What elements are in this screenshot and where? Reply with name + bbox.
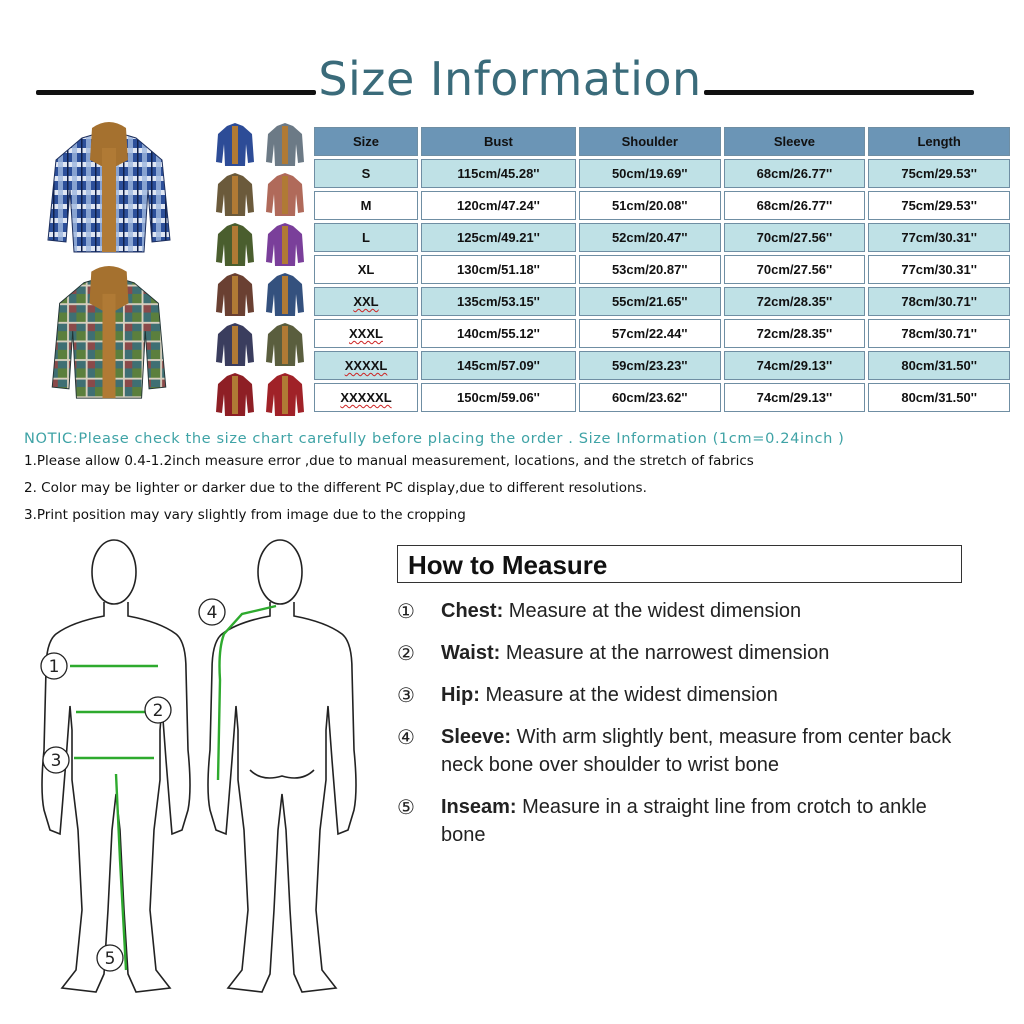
length-cell: 78cm/30.71'' bbox=[868, 319, 1010, 348]
note-1: 1.Please allow 0.4-1.2inch measure error ,due to manual measurement, locations, and the stretch of fabrics bbox=[24, 453, 754, 469]
shoulder-cell: 52cm/20.47'' bbox=[579, 223, 721, 252]
blue-plaid-jacket-image bbox=[44, 120, 174, 255]
bust-cell: 135cm/53.15'' bbox=[421, 287, 576, 316]
length-cell: 75cm/29.53'' bbox=[868, 191, 1010, 220]
size-cell bbox=[314, 319, 418, 348]
measure-item-hip bbox=[397, 681, 997, 711]
size-label: XXL bbox=[353, 294, 379, 309]
sleeve-cell: 72cm/28.35'' bbox=[724, 287, 866, 316]
bust-cell: 120cm/47.24'' bbox=[421, 191, 576, 220]
shoulder-cell: 53cm/20.87'' bbox=[579, 255, 721, 284]
measure-item-chest bbox=[397, 597, 997, 627]
header-size: Size bbox=[314, 127, 418, 156]
shoulder-cell: 59cm/23.23'' bbox=[579, 351, 721, 380]
size-cell bbox=[314, 287, 418, 316]
sleeve-cell: 72cm/28.35'' bbox=[724, 319, 866, 348]
sleeve-cell: 74cm/29.13'' bbox=[724, 351, 866, 380]
size-label: XXXL bbox=[349, 326, 383, 341]
table-row bbox=[314, 319, 1010, 348]
measure-number: ④ bbox=[397, 725, 415, 749]
shoulder-cell: 55cm/21.65'' bbox=[579, 287, 721, 316]
shoulder-cell: 50cm/19.69'' bbox=[579, 159, 721, 188]
table-row bbox=[314, 351, 1010, 380]
measure-desc: Measure in a straight line from crotch to ankle bone bbox=[441, 796, 927, 846]
bust-cell: 125cm/49.21'' bbox=[421, 223, 576, 252]
jacket-color-thumbnails bbox=[212, 118, 308, 418]
marker-label-4: 4 bbox=[206, 603, 218, 623]
size-cell bbox=[314, 351, 418, 380]
measure-key: Waist: bbox=[441, 642, 501, 664]
size-label: XXXXXL bbox=[340, 390, 392, 405]
shoulder-cell: 51cm/20.08'' bbox=[579, 191, 721, 220]
measure-lines bbox=[70, 606, 276, 970]
page-title: Size Information bbox=[318, 52, 702, 106]
note-2: 2. Color may be lighter or darker due to the different PC display,due to different resolutions. bbox=[24, 480, 647, 496]
table-row bbox=[314, 223, 1010, 252]
sleeve-cell: 70cm/27.56'' bbox=[724, 255, 866, 284]
table-row bbox=[314, 383, 1010, 412]
length-cell: 75cm/29.53'' bbox=[868, 159, 1010, 188]
measure-desc: Measure at the widest dimension bbox=[479, 684, 778, 706]
header-sleeve: Sleeve bbox=[724, 127, 866, 156]
measure-number: ① bbox=[397, 599, 415, 623]
note-3: 3.Print position may vary slightly from image due to the cropping bbox=[24, 507, 466, 523]
title-rule-left bbox=[36, 90, 316, 95]
measurement-figures bbox=[0, 530, 380, 1010]
how-to-measure-box bbox=[397, 545, 962, 583]
sleeve-cell: 74cm/29.13'' bbox=[724, 383, 866, 412]
marker-label-3: 3 bbox=[50, 751, 62, 771]
measure-number: ⑤ bbox=[397, 795, 415, 819]
measure-item-inseam bbox=[397, 793, 997, 853]
bust-cell: 130cm/51.18'' bbox=[421, 255, 576, 284]
table-row bbox=[314, 287, 1010, 316]
marker-label-5: 5 bbox=[104, 949, 116, 969]
sleeve-cell: 68cm/26.77'' bbox=[724, 159, 866, 188]
size-label: XXXXL bbox=[344, 358, 388, 373]
table-row bbox=[314, 159, 1010, 188]
measure-key: Sleeve: bbox=[441, 726, 512, 748]
length-cell: 80cm/31.50'' bbox=[868, 351, 1010, 380]
shoulder-cell: 60cm/23.62'' bbox=[579, 383, 721, 412]
length-cell: 77cm/30.31'' bbox=[868, 223, 1010, 252]
length-cell: 78cm/30.71'' bbox=[868, 287, 1010, 316]
title-rule-right bbox=[704, 90, 974, 95]
marker-label-2: 2 bbox=[152, 701, 164, 721]
measure-item-sleeve bbox=[397, 723, 997, 783]
measure-desc: Measure at the narrowest dimension bbox=[500, 642, 830, 664]
how-to-measure-title: How to Measure bbox=[408, 550, 608, 580]
size-notice: NOTIC:Please check the size chart carefully before placing the order . Size Information (1cm=0.24inch ) bbox=[24, 430, 845, 447]
length-cell: 77cm/30.31'' bbox=[868, 255, 1010, 284]
measure-key: Chest: bbox=[441, 600, 504, 622]
size-cell: L bbox=[314, 223, 418, 252]
back-body-outline bbox=[208, 540, 356, 992]
patchwork-plaid-jacket-image bbox=[44, 266, 174, 401]
table-header-row bbox=[314, 127, 1010, 156]
measure-desc: With arm slightly bent, measure from center back neck bone over shoulder to wrist bone bbox=[441, 726, 952, 776]
size-cell bbox=[314, 383, 418, 412]
size-cell: M bbox=[314, 191, 418, 220]
size-cell: S bbox=[314, 159, 418, 188]
measure-desc: Measure at the widest dimension bbox=[503, 600, 802, 622]
bust-cell: 140cm/55.12'' bbox=[421, 319, 576, 348]
size-cell: XL bbox=[314, 255, 418, 284]
header-bust: Bust bbox=[421, 127, 576, 156]
sleeve-cell: 70cm/27.56'' bbox=[724, 223, 866, 252]
measure-key: Hip: bbox=[441, 684, 480, 706]
measure-number: ② bbox=[397, 641, 415, 665]
bust-cell: 150cm/59.06'' bbox=[421, 383, 576, 412]
marker-label-1: 1 bbox=[48, 657, 60, 677]
measure-item-waist bbox=[397, 639, 997, 669]
measure-key: Inseam: bbox=[441, 796, 517, 818]
length-cell: 80cm/31.50'' bbox=[868, 383, 1010, 412]
table-row bbox=[314, 191, 1010, 220]
measure-number: ③ bbox=[397, 683, 415, 707]
table-row bbox=[314, 255, 1010, 284]
size-chart-table bbox=[311, 124, 1013, 415]
shoulder-cell: 57cm/22.44'' bbox=[579, 319, 721, 348]
bust-cell: 115cm/45.28'' bbox=[421, 159, 576, 188]
sleeve-cell: 68cm/26.77'' bbox=[724, 191, 866, 220]
header-shoulder: Shoulder bbox=[579, 127, 721, 156]
header-length: Length bbox=[868, 127, 1010, 156]
bust-cell: 145cm/57.09'' bbox=[421, 351, 576, 380]
